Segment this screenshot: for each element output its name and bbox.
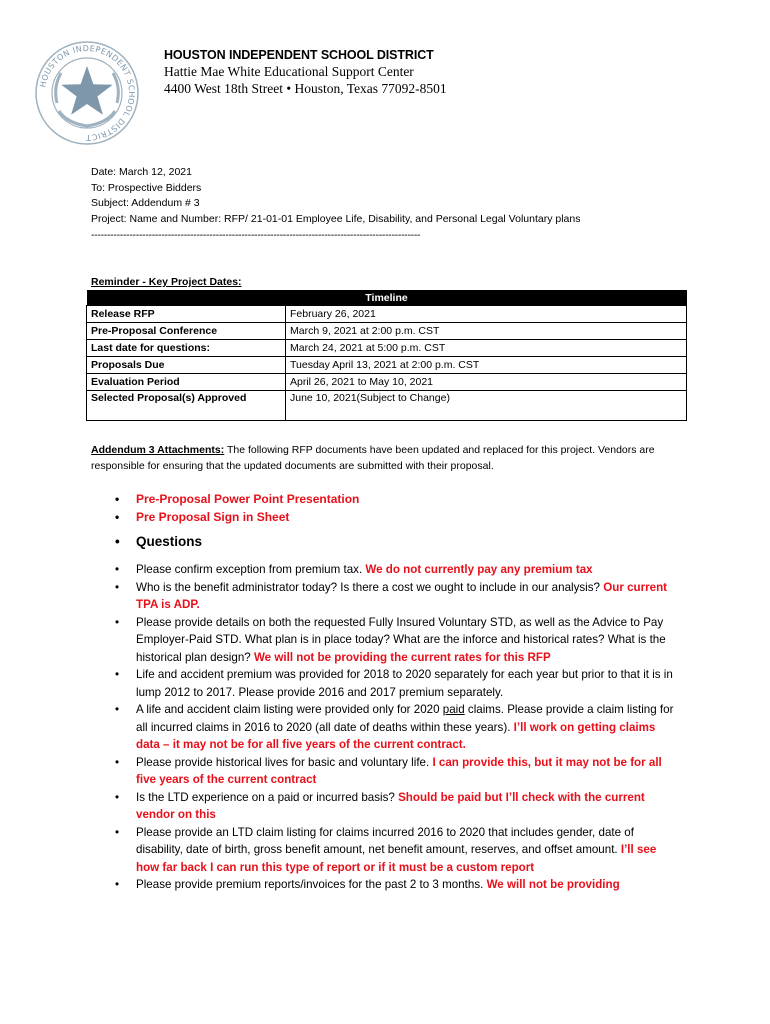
table-row [87, 340, 687, 357]
letterhead [164, 47, 447, 97]
question-text: Please provide historical lives for basic and voluntary life. [136, 755, 433, 769]
timeline-label: Selected Proposal(s) Approved [87, 391, 286, 421]
timeline-value: Tuesday April 13, 2021 at 2:00 p.m. CST [286, 357, 687, 374]
list-item [91, 561, 681, 579]
question-text: Please provide details on both the requested Fully Insured Voluntary STD, as well as the Advice to Pay Employer-Paid STD. What plan is in place today? What are the inforce and historical rates? What is the historical plan design? [136, 615, 666, 664]
timeline-value: March 24, 2021 at 5:00 p.m. CST [286, 340, 687, 357]
district-address: 4400 West 18th Street • Houston, Texas 77092-8501 [164, 80, 447, 96]
timeline-value: February 26, 2021 [286, 306, 687, 323]
answer-text: I’ll see how far back I can run this type of report or if it must be a custom report [136, 843, 657, 874]
bullet-icon: • [115, 492, 120, 506]
question-text: Please provide premium reports/invoices for the past 2 to 3 months. [136, 878, 487, 891]
timeline-value: March 9, 2021 at 2:00 p.m. CST [286, 323, 687, 340]
list-item [91, 666, 681, 701]
bullet-icon: • [115, 790, 120, 804]
bullet-icon: • [115, 668, 120, 681]
answer-text: We do not currently pay any premium tax [365, 563, 593, 576]
questions-list [91, 561, 681, 894]
reminder-heading: Reminder - Key Project Dates: [91, 276, 242, 288]
answer-text: Our current TPA is ADP. [136, 580, 668, 611]
timeline-label: Proposals Due [87, 357, 286, 374]
timeline-value: June 10, 2021(Subject to Change) [286, 391, 687, 421]
list-item [91, 508, 359, 526]
timeline-label: Last date for questions: [87, 340, 286, 357]
attachments-note-heading: Addendum 3 Attachments: [91, 444, 225, 456]
bullet-icon: • [115, 703, 120, 716]
attachments-note-text: The following RFP documents have been updated and replaced for this project. Vendors are responsible for ensuring that the updated documents are submitted with their proposal. [91, 444, 655, 472]
bullet-icon: • [115, 563, 120, 576]
attachments-note [91, 443, 691, 474]
table-row [87, 306, 687, 323]
bullet-icon: • [115, 615, 120, 629]
bullet-icon: • [115, 534, 120, 549]
list-item [91, 824, 681, 877]
question-text: Life and accident premium was provided for 2018 to 2020 separately for each year but prior to that it is in lump 2012 to 2017. Please provide 2016 and 2017 premium separately. [136, 668, 673, 699]
question-text: claims. Please provide a claim listing for all incurred claims in 2016 to 2020 (all date of deaths within these years). [136, 703, 674, 734]
question-text: Please provide an LTD claim listing for claims incurred 2016 to 2020 that includes gender, date of disability, date of birth, gross benefit amount, net benefit amount, reserves, and offset amount. [136, 825, 634, 856]
list-item [91, 490, 359, 508]
question-emphasis: paid [442, 703, 465, 716]
attachments-list [91, 490, 359, 526]
list-item [91, 789, 681, 824]
timeline-label: Pre-Proposal Conference [87, 323, 286, 340]
memo-project: Project: Name and Number: RFP/ 21-01-01 Employee Life, Disability, and Personal Legal Voluntary plans [91, 213, 581, 226]
timeline-table [86, 290, 687, 421]
table-row [87, 323, 687, 340]
bullet-icon: • [115, 510, 120, 524]
question-text: Who is the benefit administrator today? Is there a cost we ought to include in our analysis? [136, 580, 604, 594]
timeline-label: Release RFP [87, 306, 286, 323]
district-name: HOUSTON INDEPENDENT SCHOOL DISTRICT [164, 48, 434, 62]
bullet-icon: • [115, 878, 120, 891]
answer-text: I’ll work on getting claims data – it may not be for all five years of the current contract. [136, 720, 656, 751]
attachment-label: Pre-Proposal Power Point Presentation [136, 492, 360, 506]
answer-text: I can provide this, but it may not be for all five years of the current contract [136, 755, 662, 786]
question-text: Please confirm exception from premium tax. [136, 563, 366, 576]
memo-date: Date: March 12, 2021 [91, 166, 192, 178]
bullet-icon: • [115, 825, 120, 839]
table-row [87, 357, 687, 374]
list-item [91, 614, 681, 667]
timeline-header: Timeline [87, 290, 687, 306]
answer-text: We will not be providing [486, 878, 620, 891]
answer-text: We will not be providing the current rates for this RFP [253, 650, 551, 664]
attachment-label: Pre Proposal Sign in Sheet [136, 510, 290, 524]
list-item [91, 754, 681, 789]
table-row [87, 391, 687, 421]
bullet-icon: • [115, 755, 120, 769]
memo-subject: Subject: Addendum # 3 [91, 197, 200, 210]
seal-text: HOUSTON INDEPENDENT SCHOOL DISTRICT [38, 43, 137, 143]
bullet-icon: • [115, 580, 120, 594]
list-item [91, 534, 202, 549]
memo-header [91, 165, 580, 244]
questions-heading-list [91, 534, 202, 549]
list-item [91, 579, 681, 614]
answer-text: Should be paid but I’ll check with the current vendor on this [136, 790, 645, 821]
question-text: A life and accident claim listing were provided only for 2020 [136, 703, 443, 716]
district-seal [34, 40, 140, 146]
list-item [91, 701, 681, 754]
question-text: Is the LTD experience on a paid or incurred basis? [136, 790, 399, 804]
memo-to: To: Prospective Bidders [91, 181, 202, 194]
questions-heading: Questions [136, 534, 203, 549]
list-item [91, 876, 681, 894]
memo-divider: ------------------------------------------------------------------------------------------------------- [91, 228, 421, 241]
timeline-label: Evaluation Period [87, 374, 286, 391]
timeline-value: April 26, 2021 to May 10, 2021 [286, 374, 687, 391]
table-row [87, 374, 687, 391]
building-name: Hattie Mae White Educational Support Center [164, 64, 414, 79]
